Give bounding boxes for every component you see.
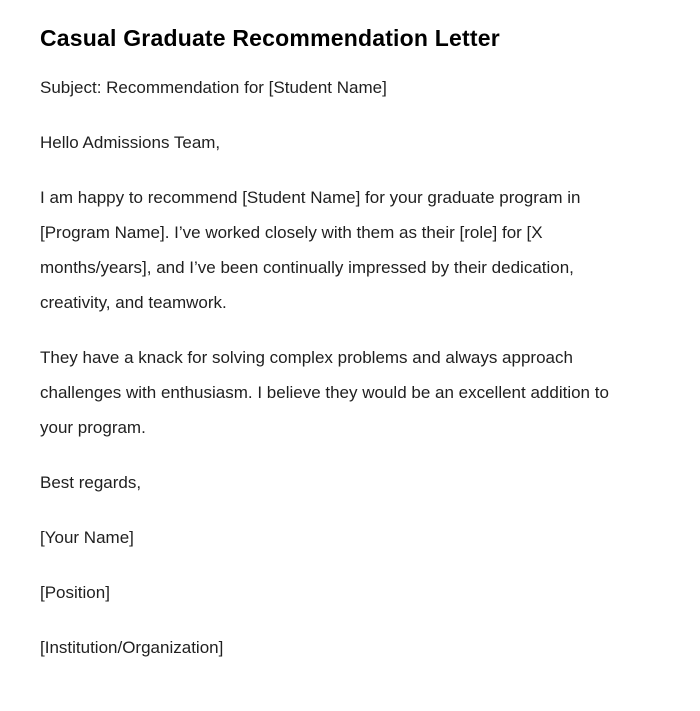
body-paragraph-1: I am happy to recommend [Student Name] for your graduate program in [Program Name]. I’ve worked closely with them as their [role] for [X months/years], and I’ve been continually impressed by their dedication, creativity, and teamwork. bbox=[40, 188, 581, 312]
signature-name: [Your Name] bbox=[40, 528, 134, 547]
body-paragraph-2: They have a knack for solving complex problems and always approach challenges with enthusiasm. I believe they would be an excellent addition to your program. bbox=[40, 348, 609, 437]
greeting-line: Hello Admissions Team, bbox=[40, 133, 221, 152]
signature-position: [Position] bbox=[40, 583, 110, 602]
page-title: Casual Graduate Recommendation Letter bbox=[40, 25, 500, 51]
subject-line: Subject: Recommendation for [Student Name] bbox=[40, 78, 387, 97]
signature-institution: [Institution/Organization] bbox=[40, 638, 224, 657]
signoff-line: Best regards, bbox=[40, 473, 142, 492]
